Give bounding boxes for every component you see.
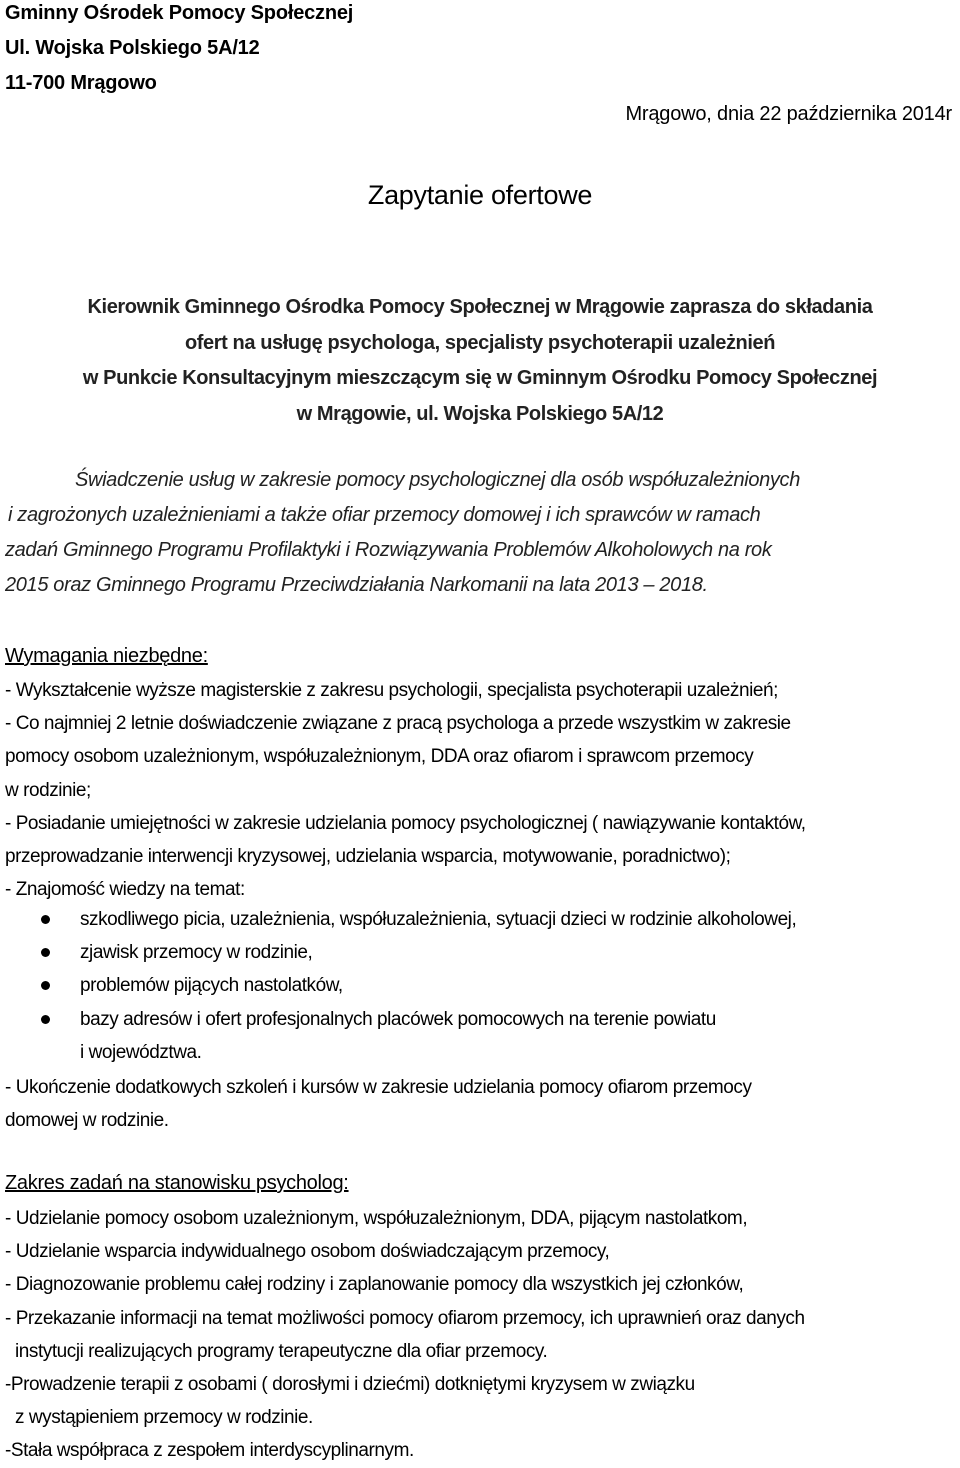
requirement-line: w rodzinie; xyxy=(5,779,91,801)
intro-line: ofert na usługę psychologa, specjalisty psychoterapii uzależnień xyxy=(184,331,776,354)
document-title: Zapytanie ofertowe xyxy=(367,180,593,210)
requirements-after-list xyxy=(5,1071,960,1137)
bullet-icon xyxy=(41,948,50,957)
subject-line: i zagrożonych uzależnieniami a także ofiar przemocy domowej i ich sprawców w ramach xyxy=(8,504,761,526)
bullet-text: zjawisk przemocy w rodzinie, xyxy=(80,942,313,964)
subject-paragraph xyxy=(0,463,960,603)
task-line: instytucji realizujących programy terapeutyczne dla ofiar przemocy. xyxy=(15,1340,548,1362)
task-line: z wystąpieniem przemocy w rodzinie. xyxy=(15,1407,313,1429)
bullet-item xyxy=(0,969,960,1002)
sender-street: Ul. Wojska Polskiego 5A/12 xyxy=(5,37,260,59)
subject-line: 2015 oraz Gminnego Programu Przeciwdziałania Narkomanii na lata 2013 – 2018. xyxy=(5,574,708,596)
bullet-text: i województwa. xyxy=(80,1041,202,1063)
intro-paragraph xyxy=(0,290,960,432)
subject-line: Świadczenie usług w zakresie pomocy psychologicznej dla osób współuzależnionych xyxy=(75,469,800,491)
task-line: - Przekazanie informacji na temat możliwości pomocy ofiarom przemocy, ich uprawnień oraz danych xyxy=(5,1307,805,1329)
task-line: -Stała współpraca z zespołem interdyscyplinarnym. xyxy=(5,1440,414,1462)
bullet-text: bazy adresów i ofert profesjonalnych placówek pomocowych na terenie powiatu xyxy=(80,1008,716,1030)
bullet-item xyxy=(0,1003,960,1036)
bullet-item xyxy=(0,903,960,936)
sender-name: Gminny Ośrodek Pomocy Społecznej xyxy=(5,2,354,24)
task-line: - Diagnozowanie problemu całej rodziny i zaplanowanie pomocy dla wszystkich jej członków, xyxy=(5,1274,744,1296)
requirement-line: domowej w rodzinie. xyxy=(5,1110,169,1132)
requirement-line: przeprowadzanie interwencji kryzysowej, udzielania wsparcia, motywowanie, poradnictwo); xyxy=(5,846,731,868)
requirement-line: - Znajomość wiedzy na temat: xyxy=(5,879,245,901)
task-line: - Udzielanie pomocy osobom uzależnionym, współuzależnionym, DDA, pijącym nastolatkom, xyxy=(5,1208,748,1229)
bullet-icon xyxy=(41,981,50,990)
date-line: Mrągowo, dnia 22 października 2014r xyxy=(625,103,952,125)
tasks-list xyxy=(5,1202,960,1468)
bullet-continuation xyxy=(0,1036,960,1069)
requirement-line: - Co najmniej 2 letnie doświadczenie związane z pracą psychologa a przede wszystkim w zakresie xyxy=(5,713,791,735)
bullet-icon xyxy=(41,915,50,924)
bullet-item xyxy=(0,936,960,969)
requirement-line: - Wykształcenie wyższe magisterskie z zakresu psychologii, specjalista psychoterapii uzależnień; xyxy=(5,680,778,701)
requirement-line: pomocy osobom uzależnionym, współuzależnionym, DDA oraz ofiarom i sprawcom przemocy xyxy=(5,746,754,768)
bullet-text: szkodliwego picia, uzależnienia, współuzależnienia, sytuacji dzieci w rodzinie alkoholowej, xyxy=(80,909,797,930)
bullet-icon xyxy=(41,1015,50,1024)
sender-city: 11-700 Mrągowo xyxy=(5,72,157,94)
requirements-heading: Wymagania niezbędne: xyxy=(5,645,208,667)
subject-line: zadań Gminnego Programu Profilaktyki i Rozwiązywania Problemów Alkoholowych na rok xyxy=(5,539,772,561)
intro-line: Kierownik Gminnego Ośrodka Pomocy Społecznej w Mrągowie zaprasza do składania xyxy=(87,296,873,318)
requirement-line: - Ukończenie dodatkowych szkoleń i kursów w zakresie udzielania pomocy ofiarom przemocy xyxy=(5,1077,752,1098)
intro-line: w Mrągowie, ul. Wojska Polskiego 5A/12 xyxy=(296,402,664,425)
requirements-list xyxy=(5,674,960,906)
knowledge-bullet-list xyxy=(0,903,960,1069)
intro-line: w Punkcie Konsultacyjnym mieszczącym się w Gminnym Ośrodku Pomocy Społecznej xyxy=(82,367,878,389)
requirement-line: - Posiadanie umiejętności w zakresie udzielania pomocy psychologicznej ( nawiązywanie kontaktów, xyxy=(5,812,806,834)
tasks-heading: Zakres zadań na stanowisku psycholog: xyxy=(5,1172,349,1194)
bullet-text: problemów pijących nastolatków, xyxy=(80,975,343,997)
task-line: -Prowadzenie terapii z osobami ( dorosłymi i dziećmi) dotkniętymi kryzysem w związku xyxy=(5,1374,695,1396)
task-line: - Udzielanie wsparcia indywidualnego osobom doświadczającym przemocy, xyxy=(5,1241,610,1263)
